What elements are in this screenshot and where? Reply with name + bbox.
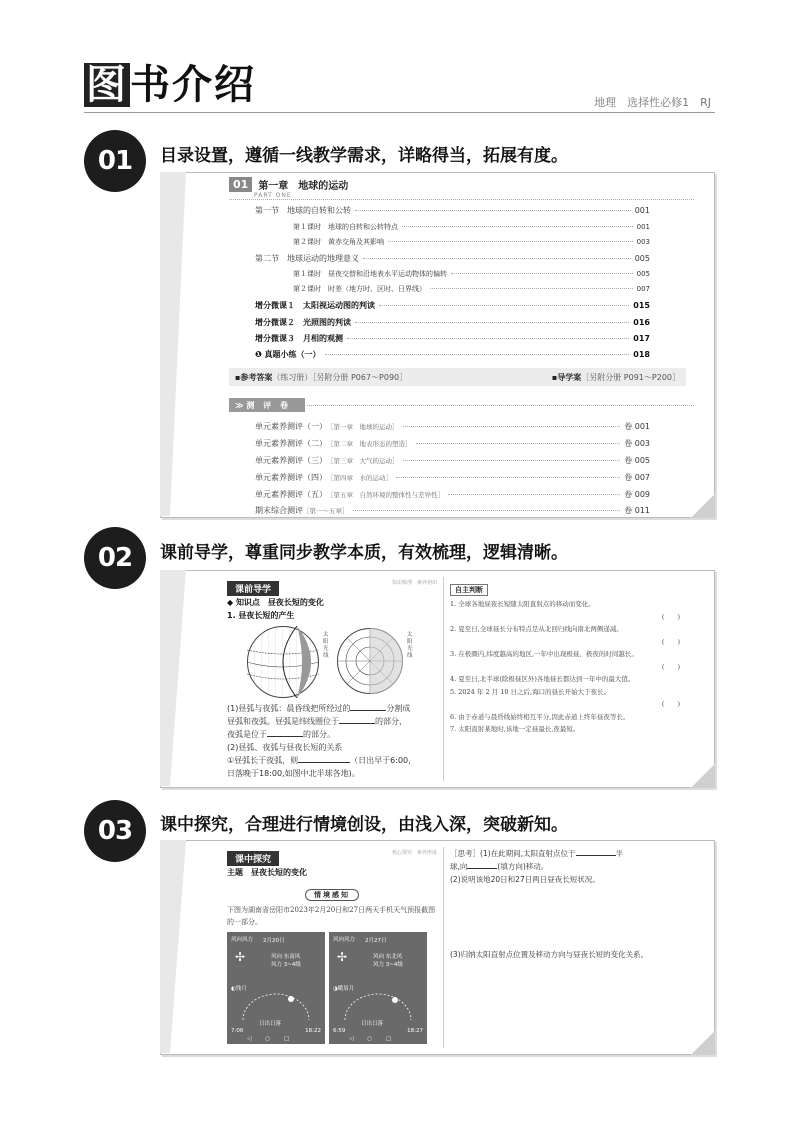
- toc-row[interactable]: 第１课时 昼夜交替和沿地表水平运动物体的偏转 005: [293, 270, 650, 278]
- section-badge-02: 02: [84, 527, 146, 589]
- context-tag: 情境感知: [305, 889, 359, 901]
- phone-screenshots: [227, 932, 437, 1044]
- globe-figure: [227, 622, 437, 702]
- page-curl: [691, 764, 715, 788]
- preview-right-page: [443, 577, 700, 781]
- question-item: 7. 太阳直射某地时,该地一定昼最长,夜最短。: [450, 725, 580, 733]
- preview-left-page: 课前导学 知识梳理 素养初识 ◆ 知识点 昼夜长短的变化 1. 昼夜长短的产生 太阳光线 太阳光线 (1)昼弧与夜弧：晨昏线把所经过的 分割成 昼弧和夜弧。昼弧是纬线圈位于 的部分， 夜弧是位于 的部分。 (2)昼弧、夜弧与昼夜长短的关系 ①昼弧长于夜弧，则 （日出早于6:00， 日落晚于18:00,如图中北半球各地)。: [227, 577, 437, 781]
- intro-text: 下图为湖南省岳阳市2023年2月20日和27日两天手机天气预报截图的一部分。: [227, 906, 436, 926]
- ribbon-decoration: [160, 172, 186, 516]
- toc-row[interactable]: 增分微课２ 光照图的判读 016: [255, 318, 650, 327]
- para-note: 日落晚于18:00,如图中北半球各地)。: [227, 769, 360, 778]
- toc-panel: [160, 172, 715, 518]
- answer-note: （练习册）［另附分册 P067～P090］: [272, 372, 408, 382]
- banner-tags: 知识梳理 素养初识: [391, 580, 437, 586]
- answer-paren[interactable]: ( ): [661, 662, 680, 671]
- test-row[interactable]: 单元素养测评（一） ［第一章 地球的运动］ 卷 001: [255, 422, 650, 431]
- judge-tag: 自主判断: [450, 584, 488, 596]
- question-item: 5. 2024 年 2 月 10 日之后,海口的昼长开始大于夜长。: [450, 687, 611, 696]
- sun-arc-icon: [241, 992, 311, 1022]
- toc-row[interactable]: 增分微课１ 太阳视运动图的判读 015: [255, 301, 650, 310]
- test-row[interactable]: 单元素养测评（二） ［第二章 地表形态的塑造］ 卷 003: [255, 439, 650, 448]
- test-section-tag: ≫测 评 卷: [229, 398, 305, 412]
- chapter-number: 01: [229, 177, 252, 192]
- explore-left-page: [227, 847, 437, 1048]
- explore-right-page: ［思考］(1)在此期间,太阳直射点位于 半 球,向 (填方向)移动。 (2)说明该地20日和27日两日昼夜长短状况。 (3)归纳太阳直射点位置及移动方向与昼夜长短的变化关系。: [443, 847, 700, 1048]
- test-row[interactable]: 单元素养测评（三） ［第三章 大气的运动］ 卷 005: [255, 456, 650, 465]
- fill-blank[interactable]: [339, 716, 375, 724]
- section-title-02: 课前导学，尊重同步教学本质，有效梳理，逻辑清晰。: [160, 543, 568, 563]
- sun-arc-icon: [343, 992, 413, 1022]
- header-divider: [84, 112, 715, 113]
- sunlight-label: 太阳光线: [323, 632, 329, 659]
- test-row[interactable]: 期末综合测评 ［第一～五章］ 卷 011: [255, 506, 650, 515]
- topic-heading: ◆ 知识点 昼夜长短的变化: [227, 598, 324, 607]
- answer-paren[interactable]: ( ): [661, 612, 680, 621]
- ribbon-decoration: [160, 570, 186, 786]
- toc-row[interactable]: 第二节 地球运动的地理意义 005: [255, 254, 650, 263]
- answer-bar: [229, 368, 686, 386]
- question-item: 4. 夏至日,北半球(除极昼区外)各地昼长都达到一年中的最大值。: [450, 675, 635, 683]
- explore-banner: 课中探究: [227, 851, 279, 866]
- toc-row[interactable]: ❶ 真题小练（一） 018: [255, 350, 650, 359]
- fill-blank[interactable]: [350, 703, 386, 711]
- toc-row[interactable]: 第２课时 黄赤交角及其影响 003: [293, 238, 650, 246]
- ribbon-decoration: [160, 840, 186, 1053]
- fill-blank[interactable]: [298, 755, 350, 763]
- test-row[interactable]: 单元素养测评（五） ［第五章 自然环境的整体性与差异性］ 卷 009: [255, 490, 650, 499]
- section-title-01: 目录设置，遵循一线教学需求，详略得当，拓展有度。: [160, 146, 568, 166]
- fill-blank[interactable]: [467, 861, 497, 869]
- test-row[interactable]: 单元素养测评（四） ［第四章 水的运动］ 卷 007: [255, 473, 650, 482]
- para-relation: (2)昼弧、夜弧与昼夜长短的关系: [227, 743, 343, 752]
- guide-note: ［另附分册 P091～P200］: [581, 372, 680, 382]
- fill-blank[interactable]: [267, 729, 303, 737]
- preview-banner: 课前导学: [227, 581, 279, 596]
- explore-panel: [160, 840, 715, 1055]
- phone-screenshot-left: 风向风力 2月20日 ✢ 风向 东南风 风力 3~4级 ◐残月 日出日落 7:06 18:22 ◁○□: [227, 932, 325, 1044]
- toc-row[interactable]: 第一节 地球的自转和公转 001: [255, 206, 650, 215]
- section-title-03: 课中探究，合理进行情境创设，由浅入深，突破新知。: [160, 815, 568, 835]
- phone-screenshot-right: 风向风力 2月27日 ✢ 风向 东北风 风力 3~4级 ◑蛾眉月 日出日落 6:59 18:27 ◁○□: [329, 932, 427, 1044]
- book-intro-logo: [84, 62, 256, 106]
- question-item: 6. 由于赤道与晨昏线始终相互平分,因此赤道上终年昼夜等长。: [450, 712, 630, 721]
- question-item: 1. 全球各地昼夜长短随太阳直射点的移动而变化。: [450, 600, 595, 608]
- think-question-2: (2)说明该地20日和27日两日昼夜长短状况。: [450, 875, 600, 884]
- preview-panel: [160, 570, 715, 788]
- answer-paren[interactable]: ( ): [661, 637, 680, 646]
- explore-topic: 主题 昼夜长短的变化: [227, 868, 307, 877]
- section-badge-01: 01: [84, 130, 146, 192]
- toc-row[interactable]: 第２课时 时差（地方时、区时、日界线） 007: [293, 285, 650, 293]
- answer-label: ▪参考答案: [235, 372, 273, 382]
- section-badge-03: 03: [84, 800, 146, 862]
- toc-row[interactable]: 增分微课３ 月相的观测 017: [255, 334, 650, 343]
- logo-rest: 书介绍: [130, 62, 256, 108]
- page-curl: [691, 494, 715, 518]
- chapter-title: 第一章 地球的运动: [258, 181, 349, 192]
- answer-paren[interactable]: ( ): [661, 700, 680, 708]
- sunlight-label: 太阳光线: [407, 632, 413, 659]
- toc-row[interactable]: 第１课时 地球的自转和公转特点 001: [293, 223, 650, 231]
- question-item: 3. 在极圈内,纬度越高的地区,一年中出现极昼、极夜的时间越长。: [450, 650, 638, 658]
- banner-tags: 核心探究 素养形成: [391, 850, 437, 856]
- guide-label: ▪导学案: [551, 372, 582, 382]
- subject-tag: 地理 选择性必修1 RJ: [594, 96, 711, 109]
- page-curl: [691, 1031, 715, 1055]
- wind-turbine-icon: ✢: [337, 950, 348, 964]
- toc-chapter-head: [229, 177, 348, 192]
- think-question-3: (3)归纳太阳直射点位置及移动方向与昼夜长短的变化关系。: [450, 950, 649, 959]
- question-item: 2. 夏至日,全球昼长分布特点是从北回归线向南北两侧递减。: [450, 625, 623, 633]
- chapter-subtitle: PART ONE: [254, 192, 292, 199]
- fill-blank[interactable]: [576, 848, 616, 856]
- subtopic-heading: 1. 昼夜长短的产生: [227, 611, 295, 620]
- logo-first-char: 图: [86, 62, 128, 108]
- wind-turbine-icon: ✢: [235, 950, 246, 964]
